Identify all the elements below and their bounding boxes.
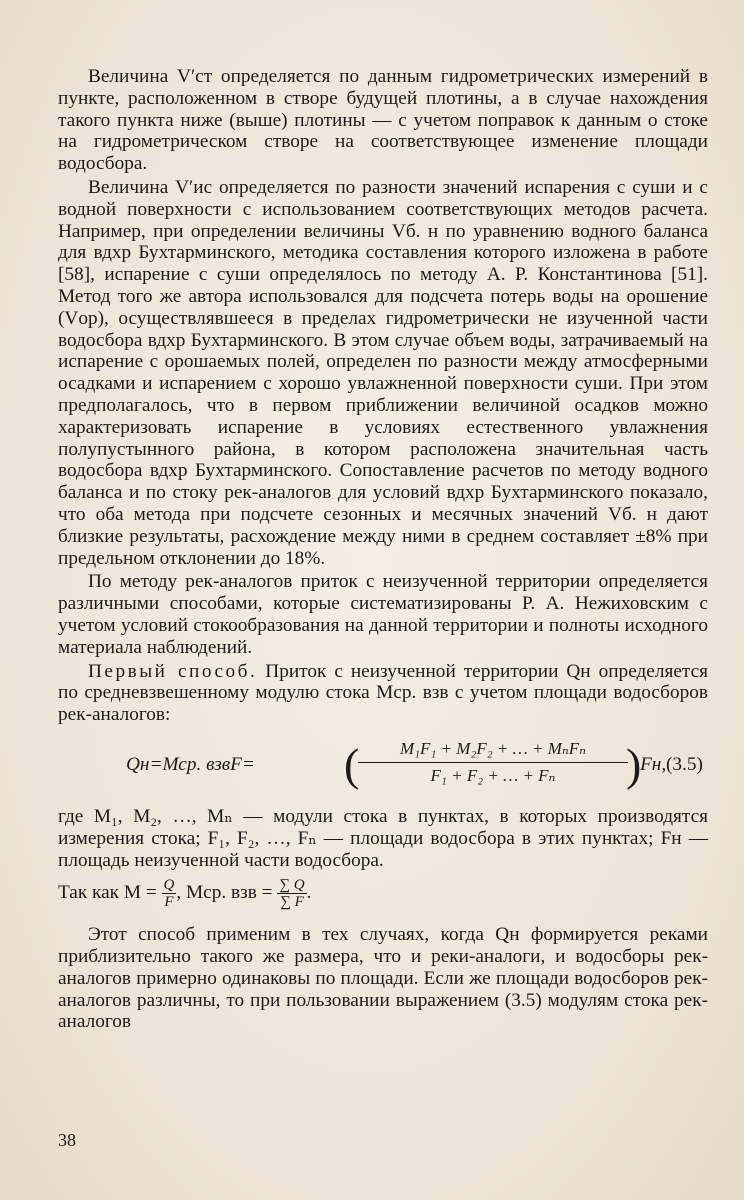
ratio-sum: $\frac{\sum Q}{\sum F}$ xyxy=(279,877,305,911)
formula-numerator: M₁F₁ + M₂F₂ + … + MₙFₙ xyxy=(358,738,628,763)
since-line: Так как M = $\frac{Q}{F}$ , Мср. взв = $\frac{\sum Q}{\sum F}$ . xyxy=(58,877,312,911)
method-paragraph xyxy=(58,661,708,726)
left-paren: ( xyxy=(344,738,360,790)
paragraph: Величина V′ис определяется по разности значений испарения с суши и с водной поверхности с использованием соответствующих методов расчета. Например, при определении величины Vб. н по уравнению водного баланса для вдхр Бухтарминского, методика составления которого изложена в работе [58], испарение с суши определялось по методу А. Р. Константинова [51]. Метод того же автора использовался для подсчета потерь воды на орошение (Vор), осуществлявшееся в пределах гидрометрически не изученной части водосбора вдхр Бухтарминского. В этом случае объем воды, затрачиваемый на испарение с орошаемых полей, определен по разности между атмосферными осадками и испарением с хорошо увлажненной поверхности суши. При этом предполагалось, что в первом приближении величиной осадков можно характеризовать испарение в условиях естественного увлажнения полупустынного района, в котором расположена значительная часть водосбора вдхр Бухтарминского. Сопоставление расчетов по методу водного баланса и по стоку рек-аналогов для условий вдхр Бухтарминского показало, что оба метода при подсчете сезонных и месячных значений Vб. н дают близкие результаты, расхождение между ними в среднем составляет ±8% при предельном отклонении до 18%. xyxy=(58,176,708,569)
since-middle: , Мср. взв = xyxy=(176,882,273,904)
equation-number: (3.5) xyxy=(666,753,703,775)
paragraph: Величина V′ст определяется по данным гидрометрических измерений в пункте, расположенном в створе будущей плотины, а в случае нахождения такого пункта ниже (выше) плотины — с учетом поправок к данным о стоке на гидрометрическом створе на соответствующее изменение площади водосбора. xyxy=(58,66,708,175)
closing-paragraph: Этот способ применим в тех случаях, когда Qн формируется реками приблизительно такого же размера, что и реки-аналоги, и водосборы рек-аналогов примерно одинаковы по площади. Если же площади водосборов рек-аналогов различны, то при пользовании выражением (3.5) модулям стока рек-аналогов xyxy=(58,924,708,1033)
method-text: Приток с неизученной территории Qн определяется по средневзвешенному модулю стока Мср. взв с учетом площади водосборов рек-аналогов: xyxy=(58,660,709,726)
method-heading: Первый способ. xyxy=(88,660,258,682)
formula-denominator: F₁ + F₂ + … + Fₙ xyxy=(430,765,556,785)
formula-fraction xyxy=(358,738,628,787)
formula-tail: Fн, xyxy=(640,753,667,775)
since-prefix: Так как M = xyxy=(58,882,157,904)
formula-lhs: Qн=Мср. взвF= xyxy=(126,753,255,775)
where-paragraph: где M₁, M₂, …, Mₙ — модули стока в пунктах, в которых производятся измерения стока; F₁, F₂, …, Fₙ — площади водосбора в этих пунктах; Fн — площадь неизученной части водосбора. xyxy=(58,805,708,871)
formula-3-5 xyxy=(58,736,708,798)
page-number: 38 xyxy=(58,1130,76,1150)
body-text xyxy=(58,66,708,1035)
ratio-q-f: $\frac{Q}{F}$ xyxy=(163,877,175,911)
right-paren: ) xyxy=(626,738,642,790)
paragraph: По методу рек-аналогов приток с неизученной территории определяется различными способами, которые систематизированы Р. А. Нежиховским с учетом условий стокообразования на данной территории и полноты исходного материала наблюдений. xyxy=(58,571,708,658)
